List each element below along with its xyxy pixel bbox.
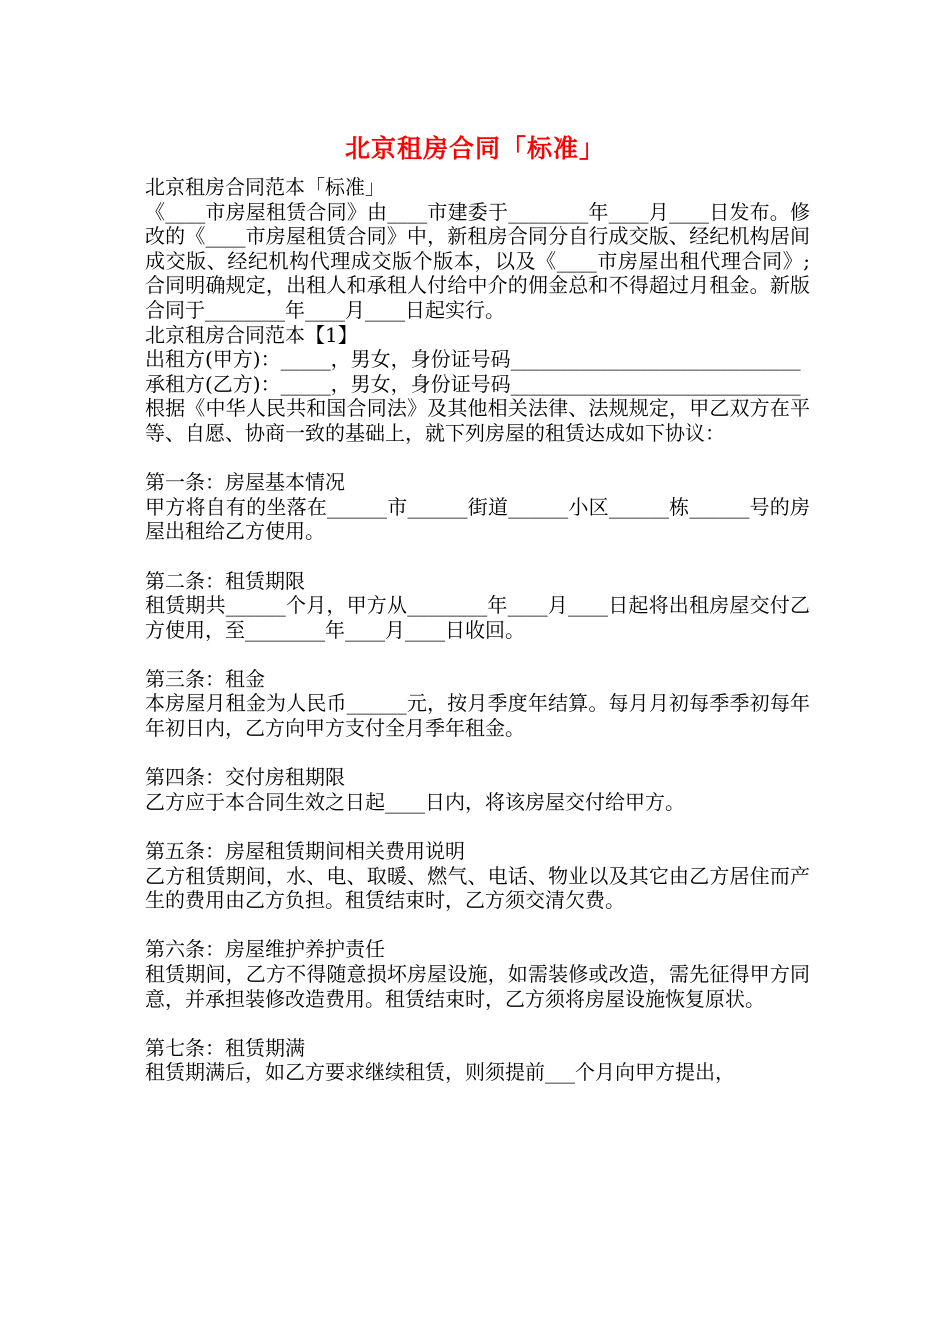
- sample-heading: 北京租房合同范本【1】: [145, 322, 358, 347]
- article-4-heading: 第四条：交付房租期限: [145, 765, 345, 790]
- document-title: 北京租房合同「标准」: [344, 134, 605, 163]
- subtitle: 北京租房合同范本「标准」: [145, 175, 385, 199]
- lessor-line: 出租方(甲方)：_____，男女，身份证号码_____________________________: [145, 347, 801, 372]
- spacer: [145, 1011, 810, 1036]
- lessee-line: 承租方(乙方)：_____，男女，身份证号码_____________________________: [145, 371, 801, 396]
- article-5-heading: 第五条：房屋租赁期间相关费用说明: [145, 839, 465, 864]
- article-7-text: 租赁期满后，如乙方要求继续租赁，则须提前___个月向甲方提出，: [145, 1060, 735, 1085]
- article-1-text: 甲方将自有的坐落在______市______街道______小区______栋______号的房屋出租给乙方使用。: [145, 494, 810, 544]
- spacer: [145, 446, 810, 471]
- article-1-heading: 第一条：房屋基本情况: [145, 470, 345, 495]
- article-2-text: 租赁期共______个月，甲方从________年____月____日起将出租房屋交付乙方使用，至________年____月____日收回。: [145, 593, 810, 642]
- spacer: [145, 814, 810, 839]
- spacer: [145, 544, 810, 569]
- article-5-text: 乙方租赁期间，水、电、取暖、燃气、电话、物业以及其它由乙方居住而产生的费用由乙方负担。租赁结束时，乙方须交清欠费。: [145, 863, 810, 913]
- spacer: [145, 741, 810, 766]
- article-2-heading: 第二条：租赁期限: [145, 568, 305, 593]
- spacer: [145, 642, 810, 667]
- article-6-text: 租赁期间，乙方不得随意损坏房屋设施，如需装修或改造，需先征得甲方同意，并承担装修改造费用。租赁结束时，乙方须将房屋设施恢复原状。: [145, 962, 810, 1011]
- article-6-heading: 第六条：房屋维护养护责任: [145, 937, 385, 962]
- article-4-text: 乙方应于本合同生效之日起____日内，将该房屋交付给甲方。: [145, 789, 685, 814]
- preamble-paragraph: 根据《中华人民共和国合同法》及其他相关法律、法规规定，甲乙双方在平等、自愿、协商一致的基础上，就下列房屋的租赁达成如下协议：: [145, 396, 810, 445]
- intro-paragraph: 《____市房屋租赁合同》由____市建委于________年____月____日发布。修改的《____市房屋租赁合同》中，新租房合同分自行成交版、经纪机构居间成交版、经纪机构代理成交版个版本，以及《____市房屋出租代理合同》;合同明确规定，出租人和承租人付给中介的佣金总和不得超过月租金。新版合同于________年____月____日起实行。: [145, 199, 810, 322]
- article-7-heading: 第七条：租赁期满: [145, 1035, 305, 1060]
- document-body: [145, 175, 810, 1085]
- article-3-text: 本房屋月租金为人民币______元，按月季度年结算。每月月初每季季初每年年初日内，乙方向甲方支付全月季年租金。: [145, 691, 810, 741]
- article-3-heading: 第三条：租金: [145, 666, 265, 691]
- spacer: [145, 913, 810, 938]
